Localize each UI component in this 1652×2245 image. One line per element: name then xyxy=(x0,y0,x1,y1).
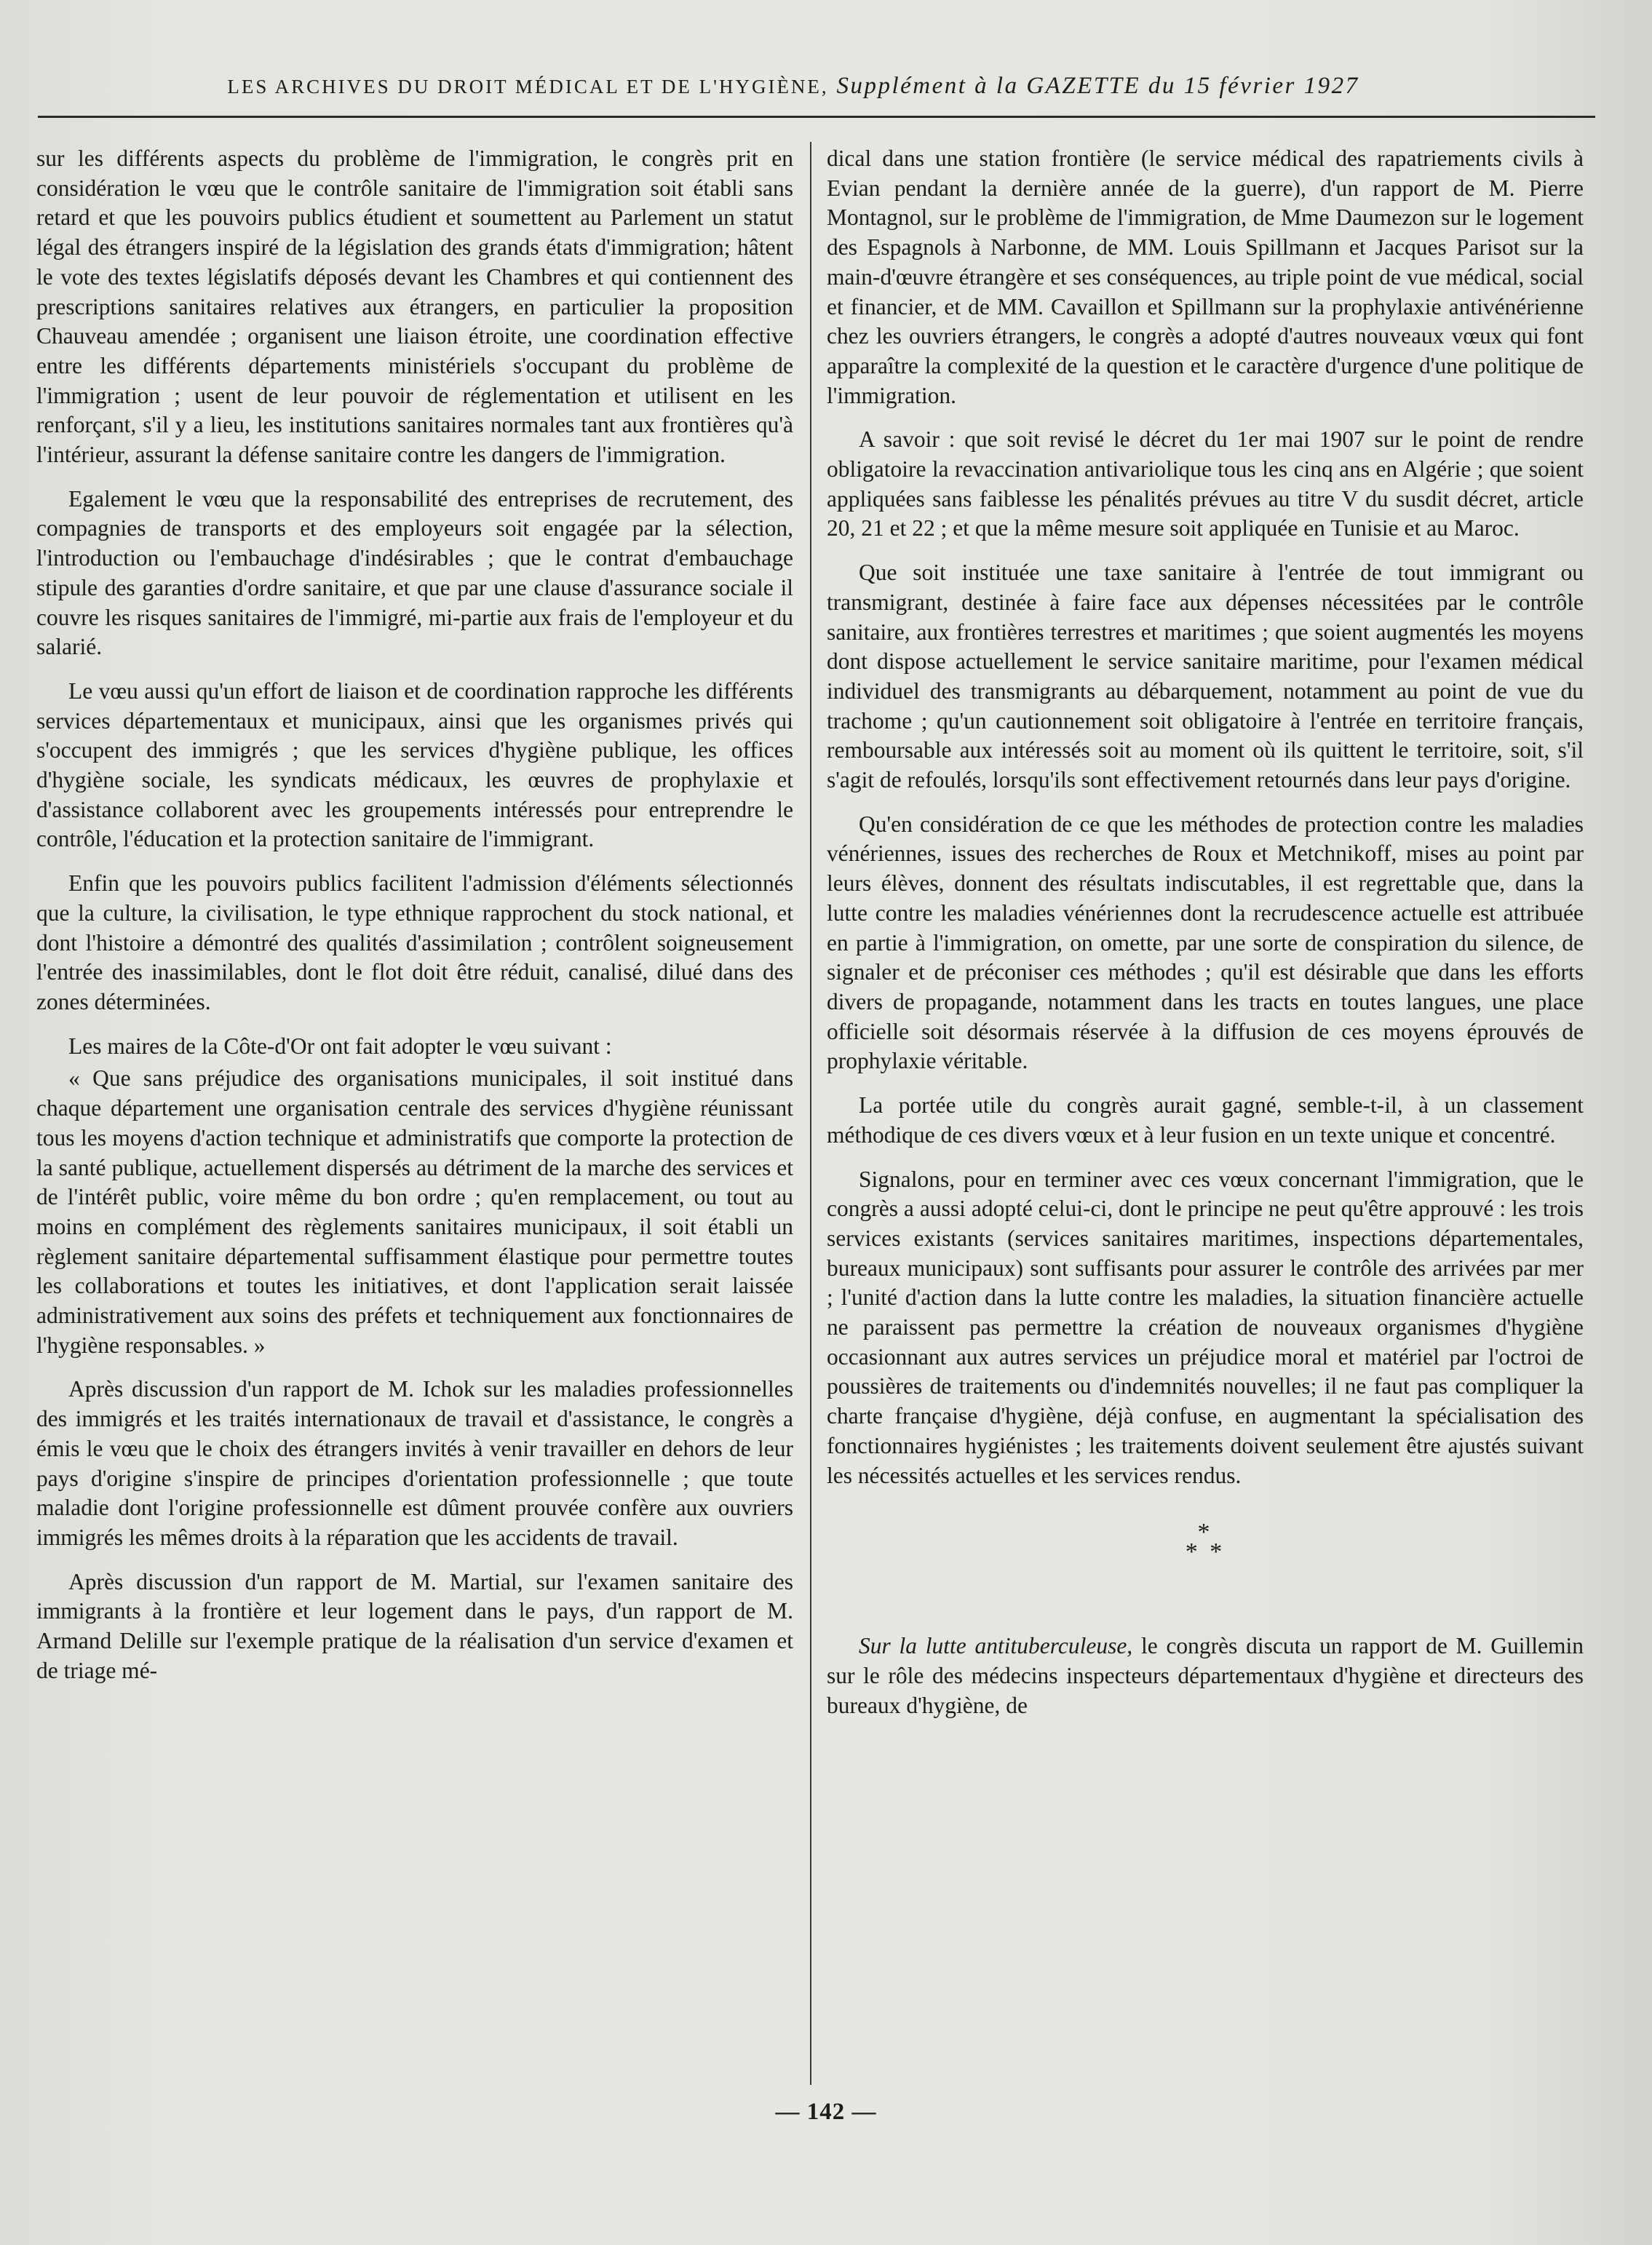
paragraph: Enfin que les pouvoirs publics facilitent l'admission d'éléments sélectionnés que la culture, la civilisation, le type ethnique rapprochent du stock national, et dont l'histoire a démontré des qualités d'assimilation ; contrôlent soigneusement l'entrée des inassimilables, dont le flot doit être réduit, canalisé, dilué dans des zones déterminées. xyxy=(36,870,793,1014)
paragraph xyxy=(827,1632,1584,1720)
journal-title: LES ARCHIVES DU DROIT MÉDICAL ET DE L'HYGIÈNE, xyxy=(227,76,829,98)
right-column xyxy=(827,144,1584,1735)
paragraph: Que soit instituée une taxe sanitaire à l'entrée de tout immigrant ou transmigrant, destinée à faire face aux dépenses nécessitées par le contrôle sanitaire, aux frontières terrestres et maritimes ; que soient augmentés les moyens dont dispose actuellement le service sanitaire maritime, pour l'examen médical individuel des transmigrants au débarquement, notamment au point de vue du trachome ; qu'un cautionnement soit obligatoire à l'entrée en territoire français, remboursable aux intéressés soit au moment où ils quittent le territoire, soit, s'il s'agit de refoulés, lorsqu'ils sont effectivement retournés dans leur pays d'origine. xyxy=(827,560,1584,793)
paragraph: sur les différents aspects du problème de l'immigration, le congrès prit en considération le vœu que le contrôle sanitaire de l'immigration soit établi sans retard et que les pouvoirs publics étudient et soumettent au Parlement un statut légal des étrangers inspiré de la législation des grands états d'immigration; hâtent le vote des textes législatifs déposés devant les Chambres et qui contiennent des prescriptions sanitaires relatives aux étrangers, en particulier la proposition Chauveau amendée ; organisent une liaison étroite, une coordination effective entre les différents départements ministériels s'occupant du problème de l'immigration ; usent de leur pouvoir de réglementation et utilisent en les renforçant, s'il y a lieu, les institutions sanitaires normales tant aux frontières qu'à l'intérieur, assurant la défense sanitaire contre les dangers de l'immigration. xyxy=(36,146,793,468)
paragraph: Qu'en considération de ce que les méthodes de protection contre les maladies vénériennes, issues des recherches de Roux et Metchnikoff, mises au point par leurs élèves, donnent des résultats indiscutables, il est regrettable que, dans la lutte contre les maladies vénériennes dont la recrudescence actuelle est attribuée en partie à l'immigration, on omette, par une sorte de conspiration du silence, de signaler et de préconiser ces méthodes ; qu'il est désirable que dans les efforts divers de propagande, notamment dans les tracts en toutes langues, une place officielle soit désormais réservée à la diffusion de ces moyens éprouvés de prophylaxie véritable. xyxy=(827,811,1584,1074)
section-asterism: * * * xyxy=(1185,1519,1226,1566)
paragraph: Après discussion d'un rapport de M. Ichok sur les maladies professionnelles des immigrés et les traités internationaux de travail et d'assistance, le congrès a émis le vœu que le choix des étrangers invités à venir travailler en dehors de leur pays d'origine s'inspire de principes d'orientation professionnelle ; que toute maladie dont l'origine professionnelle est dûment prouvée confère aux ouvriers immigrés les mêmes droits à la réparation que les accidents de travail. xyxy=(36,1376,793,1550)
paragraph-text: le congrès discuta un rapport de M. Guillemin sur le rôle des médecins inspecteurs départementaux d'hygiène et directeurs des bureaux d'hygiène, de xyxy=(827,1633,1584,1718)
left-column xyxy=(36,144,793,1700)
header-rule xyxy=(38,116,1595,118)
section-lead-italic: Sur la lutte antituberculeuse, xyxy=(859,1633,1133,1659)
paragraph: Les maires de la Côte-d'Or ont fait adopter le vœu suivant : xyxy=(68,1033,612,1059)
paragraph: Le vœu aussi qu'un effort de liaison et de coordination rapproche les différents services départementaux et municipaux, ainsi que les organismes privés qui s'occupent des immigrés ; que les services d'hygiène publique, les offices d'hygiène sociale, les syndicats médicaux, les œuvres de prophylaxie et d'assistance collaborent avec les groupements intéressés pour entreprendre le contrôle, l'éducation et la protection sanitaire de l'immigrant. xyxy=(36,678,793,852)
column-divider xyxy=(810,142,811,2085)
quoted-resolution: « Que sans préjudice des organisations municipales, il soit institué dans chaque département une organisation centrale des services d'hygiène réunissant tous les moyens d'action technique et administratifs que comporte la protection de la santé publique, actuellement dispersés au détriment de la marche des services et de l'intérêt public, voire même du bon ordre ; qu'en remplacement, ou tout au moins en complément des règlements sanitaires municipaux, il soit établi un règlement sanitaire départemental suffisamment élastique pour permettre toutes les collaborations et toutes les initiatives, et dont l'application serait laissée administrativement aux soins des préfets et techniquement aux fonctionnaires de l'hygiène responsables. » xyxy=(36,1065,793,1358)
paragraph: La portée utile du congrès aurait gagné, semble-t-il, à un classement méthodique de ces divers vœux et à leur fusion en un texte unique et concentré. xyxy=(827,1092,1584,1148)
page-number: — 142 — xyxy=(775,2099,877,2125)
paragraph: Après discussion d'un rapport de M. Martial, sur l'examen sanitaire des immigrants à la frontière et leur logement dans le pays, d'un rapport de M. Armand Delille sur l'exemple pratique de la réalisation d'un service d'examen et de triage mé- xyxy=(36,1568,793,1683)
paragraph: Egalement le vœu que la responsabilité des entreprises de recrutement, des compagnies de transports et des employeurs soit engagée par la sélection, l'introduction ou l'embauchage d'indésirables ; que le contrat d'embauchage stipule des garanties d'ordre sanitaire, et que par une clause d'assurance sociale il couvre les risques sanitaires de l'immigré, mi-partie aux frais de l'employeur et du salarié. xyxy=(36,485,793,660)
paragraph: A savoir : que soit revisé le décret du 1er mai 1907 sur le point de rendre obligatoire la revaccination antivariolique tous les cinq ans en Algérie ; que soient appliquées sans faiblesse les pénalités prévues au titre V du susdit décret, article 20, 21 et 22 ; et que la même mesure soit appliquée en Tunisie et au Maroc. xyxy=(827,426,1584,541)
paragraph: Signalons, pour en terminer avec ces vœux concernant l'immigration, que le congrès a aussi adopté celui-ci, dont le principe ne peut qu'être approuvé : les trois services existants (services sanitaires maritimes, inspections départementales, bureaux municipaux) sont suffisants pour assurer le contrôle des arrivées par mer ; l'unité d'action dans la lutte contre les maladies, la situation financière actuelle ne paraissent pas permettre la création de nouveaux organismes d'hygiène occasionnant aux autres services un préjudice moral et matériel par l'octroi de poussières de traitements ou d'indemnités nouvelles; il ne faut pas compliquer la charte française d'hygiène, déjà confuse, en augmentant la spécialisation des fonctionnaires hygiénistes ; les traitements doivent seulement être ajustés suivant les nécessités actuelles et les services rendus. xyxy=(827,1166,1584,1488)
paragraph: dical dans une station frontière (le service médical des rapatriements civils à Evian pendant la dernière année de la guerre), d'un rapport de M. Pierre Montagnol, sur le problème de l'immigration, de Mme Daumezon sur le logement des Espagnols à Narbonne, de MM. Louis Spillmann et Jacques Parisot sur la main-d'œuvre étrangère et ses conséquences, au triple point de vue médical, social et financier, et de MM. Cavaillon et Spillmann sur la prophylaxie antivénérienne chez les ouvriers étrangers, le congrès a adopté d'autres nouveaux vœux qui font apparaître la complexité de la question et le caractère d'urgence d'une politique de l'immigration. xyxy=(827,146,1584,408)
supplement-note: Supplément à la GAZETTE du 15 février 1927 xyxy=(836,73,1359,99)
running-header xyxy=(146,73,1441,100)
